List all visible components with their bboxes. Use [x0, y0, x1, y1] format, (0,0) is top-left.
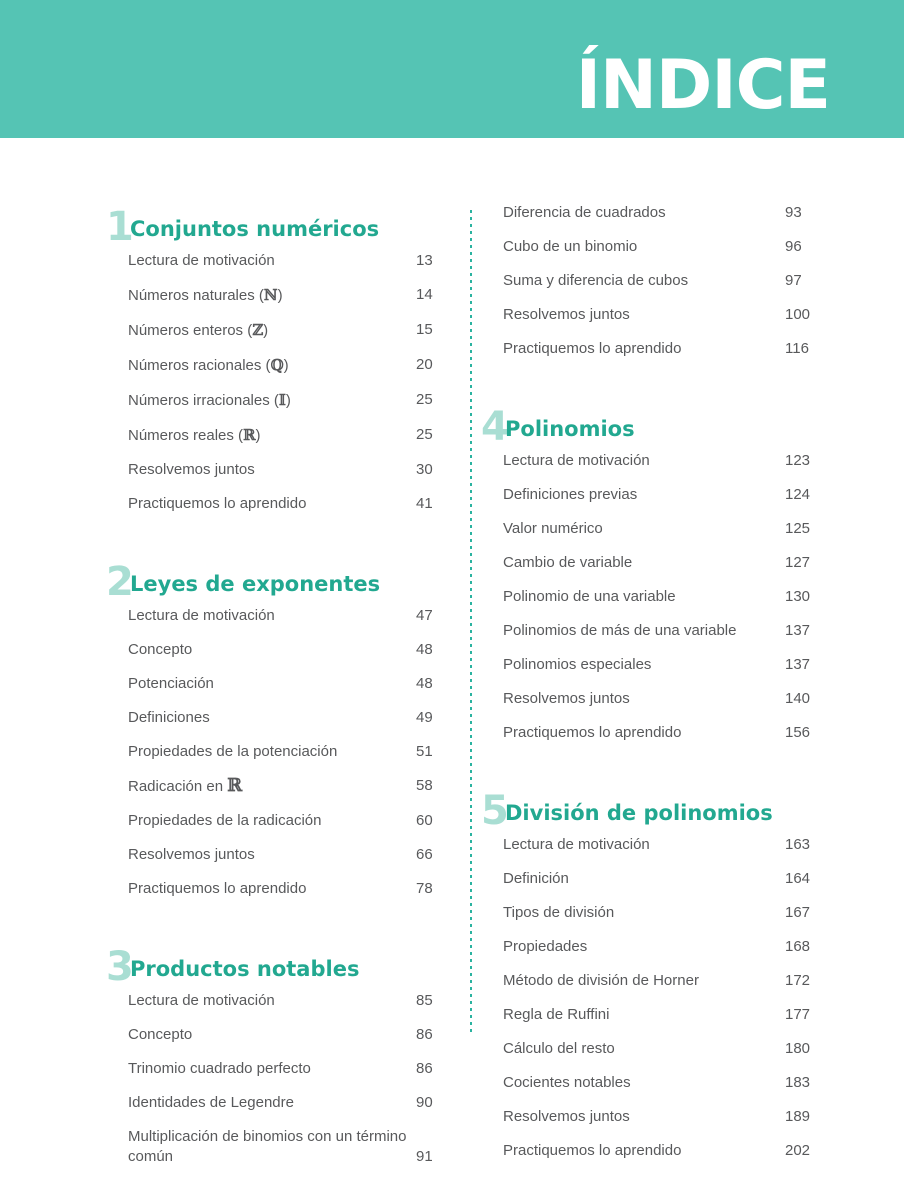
toc-entry-list — [128, 251, 458, 514]
toc-entry-label: Potenciación — [128, 675, 214, 692]
toc-entry-page-number: 130 — [785, 588, 811, 605]
toc-entry-page-number: 183 — [785, 1074, 811, 1091]
toc-chapter-heading[interactable] — [106, 558, 458, 605]
toc-entry-label: Lectura de motivación — [503, 452, 650, 469]
toc-entry-label: Lectura de motivación — [128, 252, 275, 269]
toc-chapter-number: 5 — [481, 788, 509, 834]
toc-entry-page-number: 125 — [785, 520, 811, 537]
toc-entry[interactable] — [503, 553, 833, 573]
toc-entry-label: Lectura de motivación — [128, 992, 275, 1009]
toc-chapter-heading[interactable] — [481, 403, 833, 450]
toc-chapter — [106, 558, 458, 899]
toc-entry-label: Resolvemos juntos — [503, 1108, 630, 1125]
toc-entry-label: Valor numérico — [503, 520, 603, 537]
toc-entry-label: Lectura de motivación — [503, 836, 650, 853]
toc-entry-label: Cubo de un binomio — [503, 238, 638, 255]
toc-entry-label: Radicación en ℝ — [128, 775, 243, 796]
toc-chapter — [106, 203, 458, 514]
chapter-spacer — [503, 373, 833, 403]
toc-chapter-number: 1 — [106, 204, 134, 250]
toc-entry[interactable] — [128, 390, 458, 411]
toc-entry-page-number: 60 — [416, 812, 433, 829]
toc-entry[interactable] — [503, 271, 833, 291]
toc-chapter-title: Conjuntos numéricos — [130, 217, 380, 241]
toc-entry-page-number: 116 — [785, 340, 809, 357]
toc-entry[interactable] — [503, 937, 833, 957]
toc-entry[interactable] — [503, 485, 833, 505]
toc-entry-page-number: 13 — [416, 252, 433, 269]
toc-entry[interactable] — [128, 606, 458, 626]
toc-entry-page-number: 41 — [416, 495, 433, 512]
toc-entry-page-number: 137 — [785, 656, 811, 673]
toc-entry[interactable] — [128, 640, 458, 660]
toc-entry-page-number: 189 — [785, 1108, 811, 1125]
toc-entry[interactable] — [128, 494, 458, 514]
toc-entry[interactable] — [503, 621, 833, 641]
toc-entry[interactable] — [128, 742, 458, 762]
toc-entry-page-number: 14 — [416, 286, 433, 303]
toc-entry-label: Propiedades — [503, 938, 588, 955]
toc-entry-label: Definiciones previas — [503, 486, 638, 503]
toc-entry-page-number: 86 — [416, 1026, 433, 1043]
toc-entry-label: Tipos de división — [503, 904, 615, 921]
toc-entry-label: Resolvemos juntos — [503, 690, 630, 707]
math-symbol: ℚ — [270, 356, 284, 374]
toc-entry-label: Practiquemos lo aprendido — [503, 724, 682, 741]
chapter-spacer — [503, 757, 833, 787]
toc-entry-page-number: 172 — [785, 972, 811, 989]
toc-entry[interactable] — [503, 519, 833, 539]
toc-entry[interactable] — [503, 869, 833, 889]
toc-entry-label: Resolvemos juntos — [503, 306, 630, 323]
toc-entry-label: Propiedades de la radicación — [128, 812, 322, 829]
toc-entry-label: Practiquemos lo aprendido — [503, 1142, 682, 1159]
toc-entry-label: Polinomios especiales — [503, 656, 652, 673]
toc-entry-page-number: 140 — [785, 690, 811, 707]
toc-chapter-number: 3 — [106, 944, 134, 990]
toc-entry-page-number: 66 — [416, 846, 433, 863]
toc-entry-list — [503, 835, 833, 1161]
toc-entry-page-number: 96 — [785, 238, 802, 255]
toc-entry-label: Practiquemos lo aprendido — [128, 495, 307, 512]
toc-entry-page-number: 177 — [785, 1006, 811, 1023]
toc-entry-page-number: 100 — [785, 306, 811, 323]
toc-column-right — [481, 203, 833, 1175]
page-title: ÍNDICE — [575, 46, 830, 125]
toc-entry-label: Trinomio cuadrado perfecto — [128, 1060, 311, 1077]
toc-entry[interactable] — [128, 1025, 458, 1045]
toc-entry-page-number: 49 — [416, 709, 433, 726]
toc-entry-page-number: 137 — [785, 622, 811, 639]
math-symbol: ℝ — [243, 426, 256, 444]
toc-entry[interactable] — [503, 1039, 833, 1059]
toc-entry[interactable] — [128, 991, 458, 1011]
toc-entry-page-number: 163 — [785, 836, 811, 853]
toc-entry-page-number: 48 — [416, 675, 433, 692]
column-divider — [470, 210, 472, 1034]
toc-entry-list — [503, 451, 833, 743]
toc-entry[interactable] — [503, 305, 833, 325]
toc-chapter-number: 4 — [481, 404, 509, 450]
toc-entry-page-number: 85 — [416, 992, 433, 1009]
toc-entry[interactable] — [128, 251, 458, 271]
toc-entry[interactable] — [503, 1141, 833, 1161]
toc-entry-page-number: 164 — [785, 870, 811, 887]
toc-entry-page-number: 202 — [785, 1142, 811, 1159]
toc-entry-page-number: 90 — [416, 1094, 433, 1111]
toc-entry-page-number: 58 — [416, 777, 433, 794]
toc-entry[interactable] — [128, 1059, 458, 1079]
toc-entry-label: Definiciones — [128, 709, 210, 726]
toc-chapter — [481, 787, 833, 1161]
header-band — [0, 0, 904, 138]
toc-entry-page-number: 30 — [416, 461, 433, 478]
toc-entry-page-number: 51 — [416, 743, 433, 760]
toc-entry-page-number: 91 — [416, 1148, 433, 1165]
toc-entry-list — [128, 991, 458, 1167]
math-symbol: ℕ — [263, 286, 278, 304]
toc-entry-label: Diferencia de cuadrados — [503, 204, 666, 221]
toc-chapter-title: Productos notables — [130, 957, 360, 981]
toc-entry-page-number: 168 — [785, 938, 811, 955]
toc-entry[interactable] — [503, 903, 833, 923]
toc-entry-label: Cocientes notables — [503, 1074, 631, 1091]
toc-column-left — [106, 203, 458, 1181]
toc-chapter-heading[interactable] — [106, 203, 458, 250]
toc-entry[interactable] — [128, 320, 458, 341]
toc-entry-label: Multiplicación de binomios con un término común — [128, 1128, 407, 1165]
toc-entry-page-number: 97 — [785, 272, 802, 289]
toc-entry-label: Polinomio de una variable — [503, 588, 676, 605]
toc-entry[interactable] — [503, 835, 833, 855]
toc-entry[interactable] — [503, 339, 833, 359]
toc-entry-page-number: 25 — [416, 426, 433, 443]
toc-entry[interactable] — [128, 811, 458, 831]
toc-entry-label: Resolvemos juntos — [128, 461, 255, 478]
toc-entry[interactable] — [503, 451, 833, 471]
toc-entry[interactable] — [128, 708, 458, 728]
toc-entry-label: Resolvemos juntos — [128, 846, 255, 863]
toc-entry-page-number: 127 — [785, 554, 811, 571]
toc-chapter-heading[interactable] — [481, 787, 833, 834]
toc-entry-page-number: 86 — [416, 1060, 433, 1077]
toc-entry[interactable] — [128, 285, 458, 306]
toc-entry[interactable] — [128, 845, 458, 865]
toc-entry-page-number: 20 — [416, 356, 433, 373]
toc-entry-label: Lectura de motivación — [128, 607, 275, 624]
toc-entry[interactable] — [128, 355, 458, 376]
toc-chapter — [481, 403, 833, 743]
table-of-contents — [0, 138, 904, 1200]
toc-entry-label: Identidades de Legendre — [128, 1094, 294, 1111]
chapter-spacer — [128, 528, 458, 558]
toc-entry[interactable] — [128, 1093, 458, 1113]
toc-entry-label: Cálculo del resto — [503, 1040, 615, 1057]
toc-chapter-title: División de polinomios — [505, 801, 773, 825]
toc-entry[interactable] — [128, 674, 458, 694]
toc-entry-page-number: 47 — [416, 607, 433, 624]
toc-entry-label: Concepto — [128, 1026, 193, 1043]
toc-entry-label: Números reales (ℝ) — [128, 426, 261, 444]
toc-entry[interactable] — [503, 689, 833, 709]
toc-entry[interactable] — [503, 1073, 833, 1093]
toc-entry-page-number: 15 — [416, 321, 433, 338]
toc-chapter-heading[interactable] — [106, 943, 458, 990]
toc-entry-label: Números racionales (ℚ) — [128, 356, 289, 374]
toc-entry[interactable] — [503, 1005, 833, 1025]
toc-entry-page-number: 78 — [416, 880, 433, 897]
toc-entry[interactable] — [503, 587, 833, 607]
toc-entry[interactable] — [503, 237, 833, 257]
toc-entry-label: Practiquemos lo aprendido — [503, 340, 682, 357]
toc-entry-label: Definición — [503, 870, 569, 887]
toc-entry-page-number: 48 — [416, 641, 433, 658]
toc-entry[interactable] — [128, 776, 458, 797]
toc-entry-page-number: 124 — [785, 486, 811, 503]
toc-entry-page-number: 123 — [785, 452, 811, 469]
toc-entry[interactable] — [503, 1107, 833, 1127]
toc-entry-label: Método de división de Horner — [503, 972, 699, 989]
toc-entry-label: Regla de Ruffini — [503, 1006, 610, 1023]
toc-entry-page-number: 25 — [416, 391, 433, 408]
toc-chapter-title: Leyes de exponentes — [130, 572, 381, 596]
toc-chapter — [106, 943, 458, 1167]
toc-entry[interactable] — [128, 425, 458, 446]
toc-entry-label: Suma y diferencia de cubos — [503, 272, 689, 289]
toc-continued-entry-list — [503, 203, 833, 359]
toc-chapter-number: 2 — [106, 559, 134, 605]
toc-entry-label: Números irracionales (𝕀) — [128, 391, 291, 409]
math-symbol: ℤ — [252, 321, 264, 339]
toc-entry[interactable] — [503, 203, 833, 223]
toc-entry[interactable] — [503, 971, 833, 991]
toc-entry[interactable] — [503, 723, 833, 743]
toc-entry[interactable] — [503, 655, 833, 675]
math-symbol: ℝ — [227, 775, 243, 796]
toc-entry[interactable] — [128, 879, 458, 899]
toc-entry-label: Cambio de variable — [503, 554, 633, 571]
toc-entry-label: Números enteros (ℤ) — [128, 321, 269, 339]
chapter-spacer — [128, 913, 458, 943]
toc-entry-label: Practiquemos lo aprendido — [128, 880, 307, 897]
toc-entry-label: Concepto — [128, 641, 193, 658]
toc-entry-list — [128, 606, 458, 899]
toc-entry-label: Propiedades de la potenciación — [128, 743, 338, 760]
math-symbol: 𝕀 — [278, 391, 286, 409]
toc-entry-page-number: 156 — [785, 724, 811, 741]
toc-entry-page-number: 93 — [785, 204, 802, 221]
toc-entry-label: Polinomios de más de una variable — [503, 622, 737, 639]
toc-entry[interactable] — [128, 1127, 458, 1167]
toc-chapter-title: Polinomios — [505, 417, 635, 441]
toc-entry-page-number: 180 — [785, 1040, 811, 1057]
toc-entry-label: Números naturales (ℕ) — [128, 286, 283, 304]
toc-entry[interactable] — [128, 460, 458, 480]
toc-entry-page-number: 167 — [785, 904, 811, 921]
